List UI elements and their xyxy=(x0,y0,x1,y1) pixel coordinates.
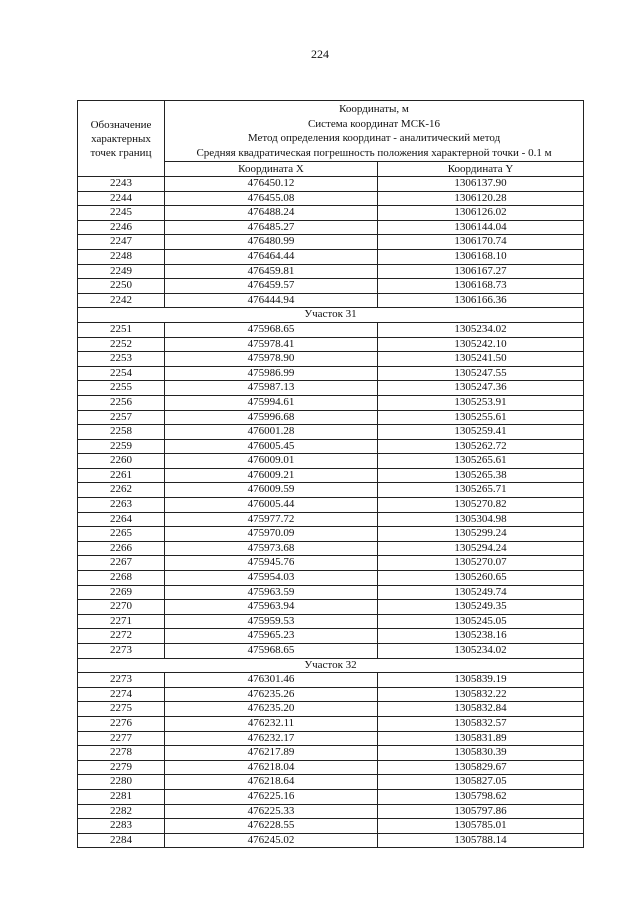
coordinate-y-cell: 1305827.05 xyxy=(378,775,584,790)
coordinate-x-cell: 475968.65 xyxy=(165,322,378,337)
coordinate-y-cell: 1305247.55 xyxy=(378,366,584,381)
coordinate-y-cell: 1305265.61 xyxy=(378,454,584,469)
coordinate-x-cell: 475996.68 xyxy=(165,410,378,425)
table-row xyxy=(78,381,584,396)
coordinate-y-cell: 1305247.36 xyxy=(378,381,584,396)
table-row xyxy=(78,235,584,250)
point-id-cell: 2250 xyxy=(78,279,165,294)
table-row xyxy=(78,395,584,410)
coordinate-y-cell: 1305829.67 xyxy=(378,760,584,775)
coordinate-y-cell: 1305798.62 xyxy=(378,789,584,804)
point-id-cell: 2282 xyxy=(78,804,165,819)
section-title: Участок 32 xyxy=(78,658,584,673)
coordinate-y-cell: 1306120.28 xyxy=(378,191,584,206)
point-id-cell: 2273 xyxy=(78,673,165,688)
coordinate-y-cell: 1305304.98 xyxy=(378,512,584,527)
table-row xyxy=(78,498,584,513)
table-row xyxy=(78,352,584,367)
point-id-cell: 2264 xyxy=(78,512,165,527)
table-row xyxy=(78,687,584,702)
coordinate-y-cell: 1305270.07 xyxy=(378,556,584,571)
section-row xyxy=(78,658,584,673)
coordinate-x-cell: 475959.53 xyxy=(165,614,378,629)
table-row xyxy=(78,177,584,192)
section-title: Участок 31 xyxy=(78,308,584,323)
point-id-cell: 2276 xyxy=(78,716,165,731)
table-row xyxy=(78,527,584,542)
table-row xyxy=(78,585,584,600)
coordinate-y-cell: 1306126.02 xyxy=(378,206,584,221)
section-row xyxy=(78,308,584,323)
point-id-cell: 2254 xyxy=(78,366,165,381)
header-left-line: характерных xyxy=(91,132,151,145)
table-row xyxy=(78,206,584,221)
table-header xyxy=(78,101,584,177)
point-id-cell: 2266 xyxy=(78,541,165,556)
table-row xyxy=(78,556,584,571)
coordinate-x-cell: 476235.26 xyxy=(165,687,378,702)
table-row xyxy=(78,673,584,688)
coordinate-x-cell: 476217.89 xyxy=(165,746,378,761)
coordinate-x-cell: 476232.11 xyxy=(165,716,378,731)
point-id-cell: 2259 xyxy=(78,439,165,454)
table-row xyxy=(78,789,584,804)
coordinate-y-cell: 1305831.89 xyxy=(378,731,584,746)
point-id-cell: 2280 xyxy=(78,775,165,790)
coordinate-x-cell: 475968.65 xyxy=(165,644,378,659)
point-id-cell: 2262 xyxy=(78,483,165,498)
coordinate-x-cell: 476005.45 xyxy=(165,439,378,454)
coordinates-header xyxy=(165,101,584,162)
coordinate-x-cell: 475994.61 xyxy=(165,395,378,410)
table-row xyxy=(78,716,584,731)
coordinate-y-cell: 1305265.38 xyxy=(378,468,584,483)
coordinate-y-cell: 1306167.27 xyxy=(378,264,584,279)
point-id-cell: 2271 xyxy=(78,614,165,629)
coordinate-x-cell: 476228.55 xyxy=(165,819,378,834)
table-row xyxy=(78,775,584,790)
coordinate-x-cell: 476232.17 xyxy=(165,731,378,746)
coordinate-x-cell: 475987.13 xyxy=(165,381,378,396)
coordinate-y-cell: 1305249.35 xyxy=(378,600,584,615)
coordinate-x-cell: 476488.24 xyxy=(165,206,378,221)
point-id-cell: 2251 xyxy=(78,322,165,337)
point-id-cell: 2258 xyxy=(78,425,165,440)
coordinate-y-cell: 1305832.22 xyxy=(378,687,584,702)
point-id-cell: 2244 xyxy=(78,191,165,206)
coordinate-x-cell: 475986.99 xyxy=(165,366,378,381)
coordinate-y-cell: 1305839.19 xyxy=(378,673,584,688)
coordinate-y-cell: 1306170.74 xyxy=(378,235,584,250)
table-row xyxy=(78,279,584,294)
coordinate-y-cell: 1305830.39 xyxy=(378,746,584,761)
point-id-cell: 2267 xyxy=(78,556,165,571)
table-row xyxy=(78,439,584,454)
table-row xyxy=(78,760,584,775)
coordinate-y-cell: 1306144.04 xyxy=(378,220,584,235)
coordinate-x-cell: 475977.72 xyxy=(165,512,378,527)
table-row xyxy=(78,483,584,498)
point-id-cell: 2265 xyxy=(78,527,165,542)
header-main-line: Система координат МСК-16 xyxy=(307,117,441,130)
table-row xyxy=(78,425,584,440)
point-id-cell: 2242 xyxy=(78,293,165,308)
coordinate-y-cell: 1305238.16 xyxy=(378,629,584,644)
table-row xyxy=(78,541,584,556)
coordinate-x-cell: 476455.08 xyxy=(165,191,378,206)
coordinate-x-cell: 476225.16 xyxy=(165,789,378,804)
point-id-cell: 2277 xyxy=(78,731,165,746)
header-main-line: Метод определения координат - аналитический метод xyxy=(247,132,501,144)
table-row xyxy=(78,468,584,483)
coordinate-y-cell: 1305242.10 xyxy=(378,337,584,352)
coordinate-y-cell: 1306166.36 xyxy=(378,293,584,308)
point-id-cell: 2273 xyxy=(78,644,165,659)
table-row xyxy=(78,249,584,264)
coordinate-x-cell: 475978.90 xyxy=(165,352,378,367)
point-id-cell: 2268 xyxy=(78,571,165,586)
coordinate-x-cell: 476009.21 xyxy=(165,468,378,483)
point-id-cell: 2261 xyxy=(78,468,165,483)
table-row xyxy=(78,264,584,279)
table-row xyxy=(78,702,584,717)
coordinate-y-cell: 1306168.10 xyxy=(378,249,584,264)
table-row xyxy=(78,600,584,615)
coordinate-y-cell: 1305241.50 xyxy=(378,352,584,367)
coordinate-x-cell: 476001.28 xyxy=(165,425,378,440)
column-header-y: Координата Y xyxy=(378,162,584,177)
column-header-x: Координата X xyxy=(165,162,378,177)
coordinate-x-cell: 475945.76 xyxy=(165,556,378,571)
coordinate-y-cell: 1305234.02 xyxy=(378,322,584,337)
coordinate-x-cell: 476444.94 xyxy=(165,293,378,308)
point-id-cell: 2275 xyxy=(78,702,165,717)
coordinate-x-cell: 476480.99 xyxy=(165,235,378,250)
coordinate-y-cell: 1305832.57 xyxy=(378,716,584,731)
coordinate-x-cell: 476218.04 xyxy=(165,760,378,775)
table-row xyxy=(78,644,584,659)
coordinate-x-cell: 476459.81 xyxy=(165,264,378,279)
coordinate-y-cell: 1305832.84 xyxy=(378,702,584,717)
coordinate-y-cell: 1305299.24 xyxy=(378,527,584,542)
point-id-cell: 2247 xyxy=(78,235,165,250)
point-id-cell: 2253 xyxy=(78,352,165,367)
coordinate-y-cell: 1305234.02 xyxy=(378,644,584,659)
coordinate-y-cell: 1305253.91 xyxy=(378,395,584,410)
point-id-cell: 2255 xyxy=(78,381,165,396)
point-id-cell: 2278 xyxy=(78,746,165,761)
point-id-cell: 2270 xyxy=(78,600,165,615)
table-row xyxy=(78,366,584,381)
point-id-cell: 2274 xyxy=(78,687,165,702)
coordinate-x-cell: 476459.57 xyxy=(165,279,378,294)
header-main-line: Координаты, м xyxy=(339,103,409,115)
table-row xyxy=(78,337,584,352)
coordinate-y-cell: 1305245.05 xyxy=(378,614,584,629)
coordinate-x-cell: 475954.03 xyxy=(165,571,378,586)
coordinate-x-cell: 476218.64 xyxy=(165,775,378,790)
coordinate-x-cell: 476009.59 xyxy=(165,483,378,498)
coordinate-x-cell: 475963.59 xyxy=(165,585,378,600)
coordinate-x-cell: 476485.27 xyxy=(165,220,378,235)
point-id-cell: 2283 xyxy=(78,819,165,834)
point-id-cell: 2279 xyxy=(78,760,165,775)
point-id-cell: 2252 xyxy=(78,337,165,352)
page-number: 224 xyxy=(311,47,329,61)
table-row xyxy=(78,629,584,644)
table-row xyxy=(78,731,584,746)
coordinate-y-cell: 1305262.72 xyxy=(378,439,584,454)
point-id-cell: 2249 xyxy=(78,264,165,279)
point-id-cell: 2284 xyxy=(78,833,165,848)
header-main-line: Средняя квадратическая погрешность положения характерной точки - 0.1 м xyxy=(196,146,552,159)
table-row xyxy=(78,746,584,761)
table-row xyxy=(78,191,584,206)
point-id-cell: 2257 xyxy=(78,410,165,425)
table-row xyxy=(78,819,584,834)
coordinate-y-cell: 1305797.86 xyxy=(378,804,584,819)
coordinate-y-cell: 1305255.61 xyxy=(378,410,584,425)
coordinate-x-cell: 475973.68 xyxy=(165,541,378,556)
coordinate-y-cell: 1305249.74 xyxy=(378,585,584,600)
point-id-cell: 2248 xyxy=(78,249,165,264)
table-row xyxy=(78,512,584,527)
coordinate-x-cell: 475978.41 xyxy=(165,337,378,352)
table-row xyxy=(78,322,584,337)
point-id-cell: 2245 xyxy=(78,206,165,221)
coordinate-x-cell: 476464.44 xyxy=(165,249,378,264)
coordinate-y-cell: 1306137.90 xyxy=(378,177,584,192)
coordinates-table xyxy=(77,100,584,848)
point-id-cell: 2260 xyxy=(78,454,165,469)
table-row xyxy=(78,454,584,469)
coordinate-y-cell: 1305788.14 xyxy=(378,833,584,848)
coordinate-y-cell: 1305785.01 xyxy=(378,819,584,834)
table-body xyxy=(78,177,584,848)
table-row xyxy=(78,220,584,235)
point-id-cell: 2281 xyxy=(78,789,165,804)
coordinate-x-cell: 476450.12 xyxy=(165,177,378,192)
coordinate-x-cell: 476225.33 xyxy=(165,804,378,819)
point-id-cell: 2243 xyxy=(78,177,165,192)
coordinate-x-cell: 475970.09 xyxy=(165,527,378,542)
table-row xyxy=(78,293,584,308)
header-left-line: точек границ xyxy=(90,146,152,159)
coordinate-y-cell: 1305259.41 xyxy=(378,425,584,440)
header-left-line: Обозначение xyxy=(90,118,152,131)
point-id-cell: 2263 xyxy=(78,498,165,513)
table-row xyxy=(78,804,584,819)
coordinate-x-cell: 476245.02 xyxy=(165,833,378,848)
table-row xyxy=(78,571,584,586)
coordinate-y-cell: 1306168.73 xyxy=(378,279,584,294)
coordinate-x-cell: 475965.23 xyxy=(165,629,378,644)
point-id-cell: 2246 xyxy=(78,220,165,235)
coordinate-x-cell: 475963.94 xyxy=(165,600,378,615)
coordinate-x-cell: 476235.20 xyxy=(165,702,378,717)
coordinate-x-cell: 476005.44 xyxy=(165,498,378,513)
coordinate-y-cell: 1305260.65 xyxy=(378,571,584,586)
point-id-cell: 2272 xyxy=(78,629,165,644)
coordinate-y-cell: 1305265.71 xyxy=(378,483,584,498)
coordinate-y-cell: 1305294.24 xyxy=(378,541,584,556)
coordinate-y-cell: 1305270.82 xyxy=(378,498,584,513)
table-row xyxy=(78,614,584,629)
point-designation-header xyxy=(78,101,165,177)
table-row xyxy=(78,410,584,425)
coordinate-x-cell: 476009.01 xyxy=(165,454,378,469)
point-id-cell: 2256 xyxy=(78,395,165,410)
table-row xyxy=(78,833,584,848)
point-id-cell: 2269 xyxy=(78,585,165,600)
coordinate-x-cell: 476301.46 xyxy=(165,673,378,688)
